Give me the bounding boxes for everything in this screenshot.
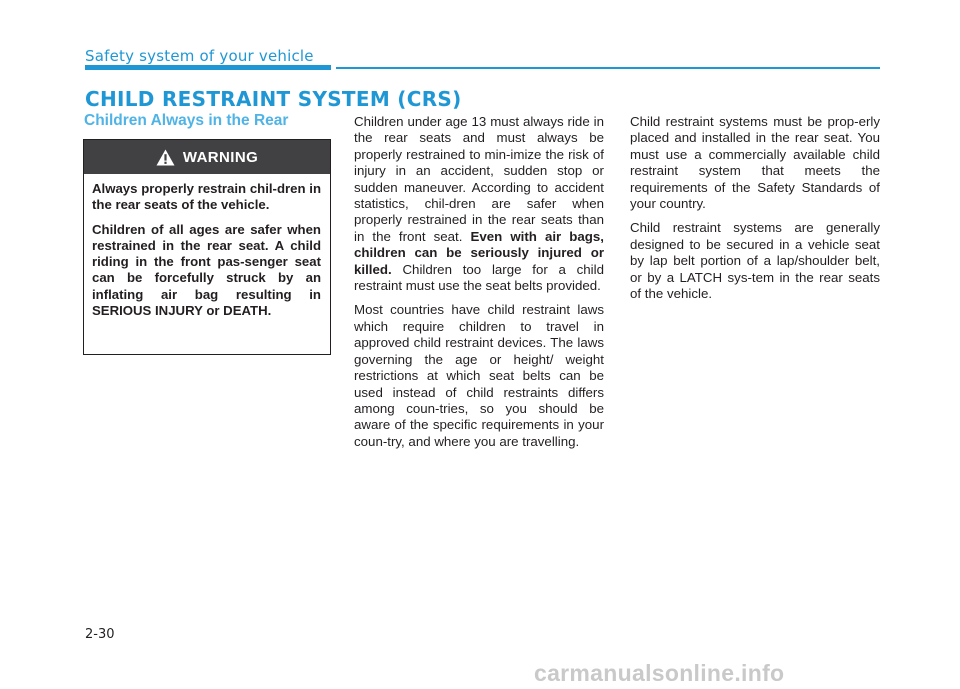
body-paragraph: Most countries have child restraint laws which require children to travel in approved child restraint devices. The laws governing the age or height/ weight restrictions at which seat belts can be used instead of child restraints differs among coun-tries, so you should be aware of the specific requirements in your coun-try, and where you are travelling.: [354, 302, 604, 449]
body-paragraph: Child restraint systems are generally designed to be secured in a vehicle seat by lap belt portion of a lap/shoulder belt, or by a LATCH sys-tem in the rear seats of the vehicle.: [630, 220, 880, 302]
warning-header: [84, 140, 330, 174]
body-paragraph: Child restraint systems must be prop-erly placed and installed in the rear seat. You must use a commercially available child restraint system that meets the requirements of the Safety Standards of your country.: [630, 114, 880, 212]
header-rule-thick: [85, 65, 331, 70]
body-text: Children too large for a child restraint must use the seat belts provided.: [354, 261, 604, 294]
warning-paragraph: Always properly restrain chil-dren in the rear seats of the vehicle.: [92, 181, 321, 213]
middle-column: [354, 114, 604, 458]
warning-body: [84, 174, 330, 319]
section-title: CHILD RESTRAINT SYSTEM (CRS): [85, 87, 462, 111]
subsection-title: Children Always in the Rear: [84, 112, 289, 129]
body-text: Children under age 13 must always ride in the rear seats and must always be properly restrained to min-imize the risk of injury in an accident, sudden stop or sudden maneuver. According to accident statistics, chil-dren are safer when properly restrained in the rear seats than in the front seat.: [354, 114, 604, 244]
header-rule-thin: [336, 67, 880, 69]
section-header-label: Safety system of your vehicle: [85, 47, 314, 65]
right-column: [630, 114, 880, 310]
warning-triangle-icon: [156, 149, 175, 166]
warning-label: WARNING: [182, 148, 259, 166]
warning-box: [83, 139, 331, 355]
body-paragraph: [354, 114, 604, 294]
body-emphasis: Even with air bags, children can be seriously injured or killed.: [354, 228, 604, 277]
warning-paragraph: Children of all ages are safer when restrained in the rear seat. A child riding in the front pas-senger seat can be forcefully struck by an inflating air bag resulting in SERIOUS INJURY or DEATH.: [92, 221, 321, 319]
watermark: carmanualsonline.info: [534, 660, 785, 686]
page-number: 2-30: [85, 627, 115, 642]
